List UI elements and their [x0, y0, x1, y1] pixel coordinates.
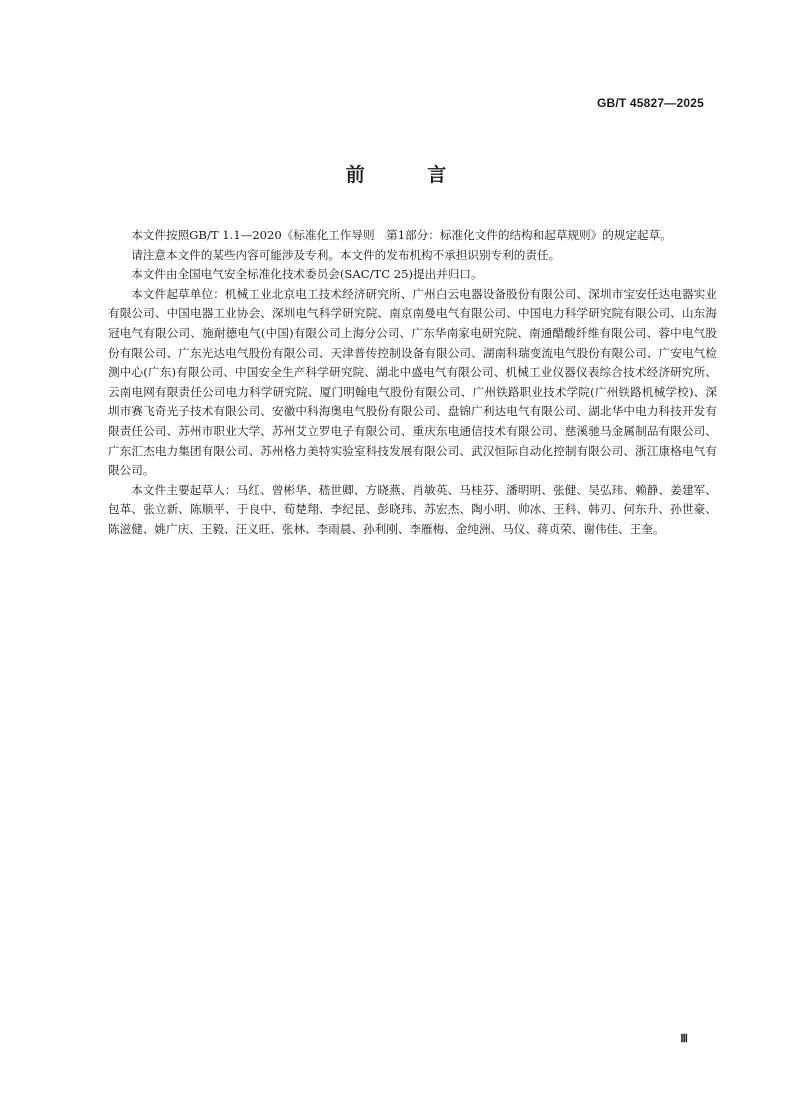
- foreword-body: [108, 226, 717, 540]
- paragraph-drafters: 本文件主要起草人：马红、曾彬华、嵇世卿、方晓燕、肖敏英、马桂芬、潘明明、张健、吴弘玮、赖静、姜建军、包革、张立新、陈顺平、于良中、荀楚翔、李纪昆、彭晓玮、苏宏杰、陶小明、帅冰、王科、韩刃、何东升、孙世豪、陈滋健、姚广庆、王毅、汪义旺、张林、李雨晨、孙利刚、李雁梅、金纯洲、马仪、蒋贞荣、谢伟佳、王奎。: [108, 482, 717, 536]
- page-title: 前 言: [345, 164, 475, 186]
- paragraph-proposer: 本文件由全国电气安全标准化技术委员会(SAC/TC 25)提出并归口。: [131, 267, 483, 282]
- paragraph-drafting-rules: 本文件按照GB/T 1.1—2020《标准化工作导则 第1部分：标准化文件的结构和起草规则》的规定起草。: [131, 228, 672, 242]
- paragraph-drafting-units: 本文件起草单位：机械工业北京电工技术经济研究所、广州白云电器设备股份有限公司、深圳市宝安任达电器实业有限公司、中国电器工业协会、深圳电气科学研究院、南京南曼电气有限公司、中国电力科学研究院有限公司、山东海冠电气有限公司、施耐德电气(中国)有限公司上海分公司、广东华南家电研究院、南通醋酸纤维有限公司、蓉中电气股份有限公司、广东光达电气股份有限公司、天津普传控制设备有限公司、湖南科瑞变流电气股份有限公司、广安电气检测中心(广东)有限公司、中国安全生产科学研究院、湖北中盛电气有限公司、机械工业仪器仪表综合技术经济研究所、云南电网有限责任公司电力科学研究院、厦门明翰电气股份有限公司、广州铁路职业技术学院(广州铁路机械学校)、深圳市赛飞奇光子技术有限公司、安徽中科海奥电气股份有限公司、盘锦广利达电气有限公司、湖北华中电力科技开发有限责任公司、苏州市职业大学、苏州艾立罗电子有限公司、重庆东电通信技术有限公司、慈溪驰马金属制品有限公司、广东汇杰电力集团有限公司、苏州格力美特实验室科技发展有限公司、武汉恒际自动化控制有限公司、浙江康格电气有限公司。: [108, 286, 717, 478]
- document-code: GB/T 45827—2025: [596, 96, 704, 110]
- page-number: Ⅲ: [680, 1033, 688, 1045]
- paragraph-patent-notice: 请注意本文件的某些内容可能涉及专利。本文件的发布机构不承担识别专利的责任。: [131, 247, 561, 262]
